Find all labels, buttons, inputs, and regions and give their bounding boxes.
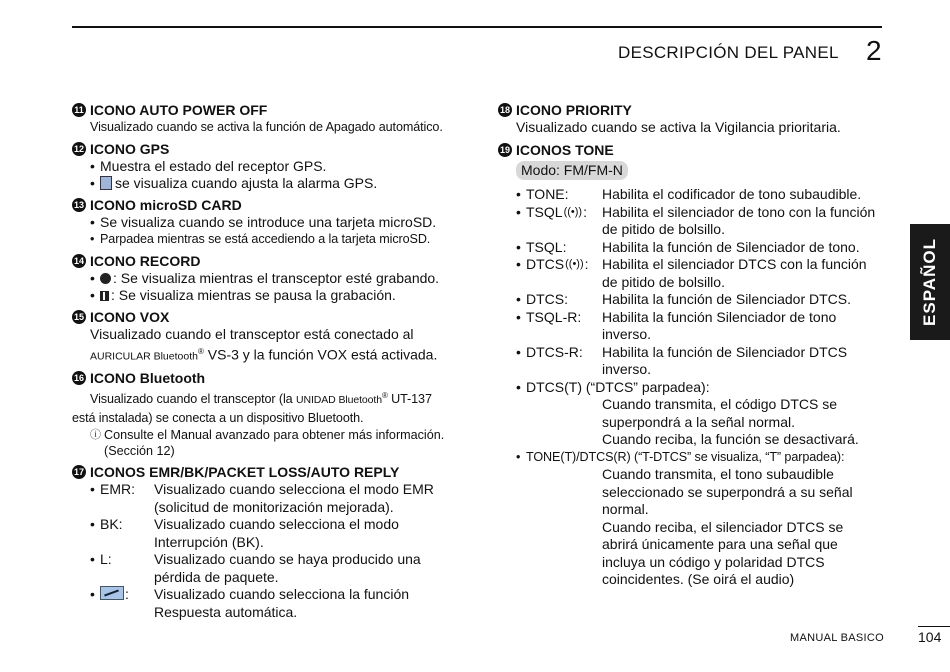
- bullet-item: • : Se visualiza mientras el transceptor esté grabando.: [90, 269, 440, 286]
- description-block: Cuando transmita, el código DTCS se superpondrá a la señal normal. Cuando reciba, la función se desactivará.: [602, 396, 859, 447]
- definition-row: • EMR: Visualizado cuando selecciona el modo EMR (solicitud de monitorización mejorada).: [90, 481, 434, 515]
- bullet-item: • se visualiza cuando ajusta la alarma GPS.: [90, 175, 378, 191]
- chapter-number: 2: [866, 35, 882, 66]
- footer-rule: [918, 626, 950, 627]
- item-number-badge: 15: [73, 311, 84, 322]
- section-record: [72, 252, 467, 305]
- definition-row: • DTCS ((•)) : Habilita el silenciador DTCS con la función de pitido de bolsillo.: [516, 256, 867, 290]
- item-number-badge: 14: [73, 255, 84, 266]
- definition-row: • TONE: Habilita el codificador de tono subaudible.: [516, 186, 862, 202]
- language-tab: [910, 224, 950, 340]
- section-microsd: [72, 196, 467, 249]
- product-name: UNIDAD Bluetooth: [296, 394, 382, 407]
- auto-reply-icon: [100, 586, 124, 600]
- definition-row: • TSQL-R: Habilita la función Silenciador de tono inverso.: [516, 308, 837, 342]
- description-block: Cuando transmita, el tono subaudible seleccionado se superpondrá a su señal normal. Cuando reciba, el silenciador DTCS se abrirá únicamente para una señal que incluya un código y polaridad DTCS coincidentes. (Se oirá el audio): [602, 466, 853, 587]
- bullet-item: • : Se visualiza mientras se pausa la grabación.: [90, 287, 396, 303]
- item-number-badge: 11: [72, 103, 86, 117]
- section-heading: ICONOS EMR/BK/PACKET LOSS/AUTO REPLY: [90, 464, 400, 481]
- section-priority: [498, 101, 893, 137]
- gps-alarm-icon: [100, 176, 112, 190]
- section-title: DESCRIPCIÓN DEL PANEL: [618, 43, 839, 62]
- section-heading: ICONO RECORD: [90, 252, 201, 269]
- section-text: Visualizado cuando se activa la Vigilancia prioritaria.: [516, 119, 841, 135]
- bullet-item: • Parpadea mientras se está accediendo a la tarjeta microSD.: [90, 232, 431, 246]
- section-heading: ICONO Bluetooth: [90, 370, 206, 387]
- section-bluetooth: 16 ICONO Bluetooth Visualizado cuando el transceptor (la UNIDAD Bluetooth® UT-137 está instalada) se conecta a un dispositivo Bluetooth. ⓘ Consulte el Manual avanzado para obtener más información. (Sección 12): [72, 369, 467, 459]
- page-number: 104: [918, 629, 942, 645]
- info-icon: ⓘ: [90, 429, 101, 442]
- section-heading: ICONO microSD CARD: [90, 196, 242, 213]
- section-emr-bk: [72, 463, 467, 621]
- section-tone: [498, 141, 893, 589]
- product-name: AURICULAR Bluetooth: [90, 350, 198, 363]
- section-text: está instalada) se conecta a un dispositivo Bluetooth.: [72, 410, 364, 425]
- item-number-badge: 13: [73, 199, 84, 210]
- section-heading: ICONO AUTO POWER OFF: [90, 102, 268, 118]
- definition-row: • DTCS: Habilita la función de Silenciador DTCS.: [516, 291, 852, 307]
- bullet-item: • Se visualiza cuando se introduce una tarjeta microSD.: [90, 213, 437, 230]
- right-column: [498, 101, 893, 592]
- record-icon: [100, 273, 111, 284]
- definition-row: • TSQL ((•)) : Habilita el silenciador de tono con la función de pitido de bolsillo.: [516, 203, 876, 237]
- item-number-badge: 12: [73, 143, 84, 154]
- definition-row: • L: Visualizado cuando se haya producido una pérdida de paquete.: [90, 551, 421, 585]
- definition-row: • BK: Visualizado cuando selecciona el modo Interrupción (BK).: [90, 516, 399, 550]
- item-number-badge: 16: [73, 373, 84, 384]
- definition-row: • TSQL: Habilita la función de Silenciador de tono.: [516, 238, 860, 255]
- section-heading: ICONO GPS: [90, 140, 170, 157]
- section-gps: [72, 140, 467, 193]
- header-rule: [72, 26, 882, 28]
- language-tab-label: ESPAÑOL: [920, 238, 940, 326]
- section-heading: ICONO VOX: [90, 308, 170, 325]
- bullet-item: • Muestra el estado del receptor GPS.: [90, 157, 327, 174]
- pocket-beep-icon: ((•)): [565, 258, 584, 270]
- mode-badge: Modo: FM/FM-N: [516, 161, 628, 181]
- pause-icon: [100, 291, 109, 301]
- bullet-item: • DTCS(T) (“DTCS” parpadea):: [516, 378, 710, 395]
- note: ⓘ Consulte el Manual avanzado para obtener más información. (Sección 12): [90, 428, 445, 459]
- section-text: Visualizado cuando el transceptor está conectado al: [90, 325, 414, 342]
- pocket-beep-icon: ((•)): [563, 205, 583, 218]
- section-vox: 15 ICONO VOX Visualizado cuando el transceptor está conectado al AURICULAR Bluetooth® VS-3 y la función VOX está activada.: [72, 308, 467, 367]
- definition-row: • DTCS-R: Habilita la función de Silenciador DTCS inverso.: [516, 343, 848, 377]
- section-heading: ICONOS TONE: [516, 141, 614, 158]
- item-number-badge: 19: [499, 144, 510, 155]
- item-number-badge: 18: [499, 105, 510, 115]
- item-number-badge: 17: [73, 467, 84, 478]
- bullet-item: • TONE(T)/DTCS(R) (“T-DTCS” se visualiza, “T” parpadea):: [516, 449, 845, 464]
- section-text: Visualizado cuando se activa la función de Apagado automático.: [90, 120, 443, 134]
- footer-label: MANUAL BASICO: [790, 632, 884, 644]
- section-heading: ICONO PRIORITY: [516, 102, 632, 118]
- left-column: [72, 101, 467, 624]
- definition-row: • : Visualizado cuando selecciona la función Respuesta automática.: [90, 586, 410, 620]
- section-auto-power-off: [72, 101, 467, 137]
